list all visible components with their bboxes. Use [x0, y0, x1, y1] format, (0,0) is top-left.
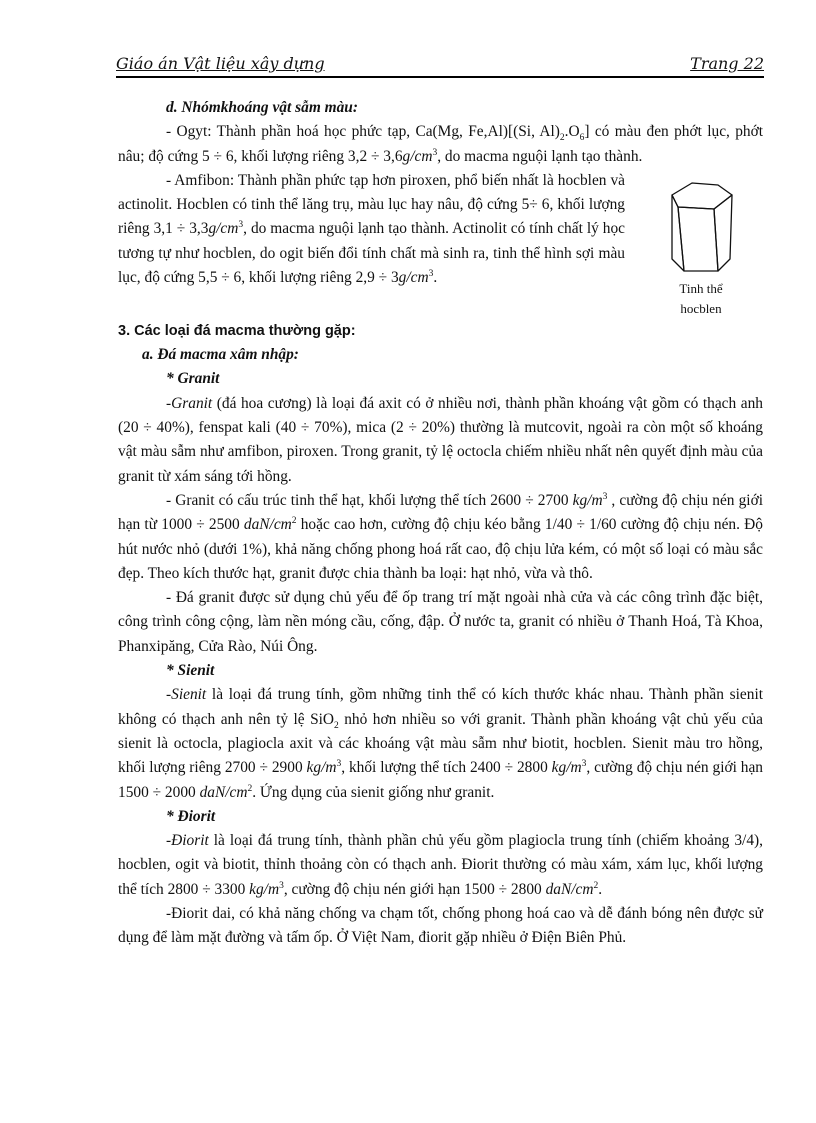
hocblen-crystal-image — [666, 177, 736, 273]
ogyt-paragraph: - Ogyt: Thành phần hoá học phức tạp, Ca(Mg, Fe,Al)[(Si, $Al)_2.O_6$] có màu đen phớt lục, phớt nâu; độ cứng 5 ÷ 6, khối lượng riêng $3,2 \div 3,6g/cm^3$, do macma nguội lạnh tạo thành. — [118, 123, 764, 165]
figure-caption: Tinh thể hocblen — [679, 280, 723, 316]
header-title: Giáo án Vật liệu xây dựng — [116, 54, 325, 73]
diorit-paragraph-2: -Điorit dai, có khả năng chống va chạm tốt, chống phong hoá cao và dễ đánh bóng nên được sử dụng để làm mặt đường và tấm ốp. Ở Việt Nam, điorit gặp nhiều ở Điện Biên Phủ. — [118, 905, 763, 947]
page-header — [116, 54, 764, 78]
hocblen-figure — [641, 175, 761, 319]
section-d-heading: d. Nhómkhoáng vật sẫm màu: — [166, 99, 358, 116]
granit-paragraph-1: -Granit (đá hoa cương) là loại đá axit có ở nhiều nơi, thành phần khoáng vật gồm có thạch anh (20 ÷ 40%), fenspat kali (40 ÷ 70%), mica (2 ÷ 20%) thường là mutcovit, ngoài ra còn một số khoáng vật màu sẫm như amfibon, piroxen. Trong granit, tỷ lệ octocla chiếm nhiều nhất nên quyết định màu của granit từ xám sáng tới hồng. — [118, 394, 763, 485]
sienit-heading: * Sienit — [166, 662, 215, 680]
document-body — [118, 96, 763, 951]
granit-paragraph-3: - Đá granit được sử dụng chủ yếu để ốp trang trí mặt ngoài nhà cửa và các công trình đặc biệt, công trình công cộng, làm nền móng cầu, cống, đập. Ở nước ta, granit có nhiều ở Thanh Hoá, Tà Khoa, Phanxipăng, Cửa Rào, Núi Ông. — [118, 589, 763, 655]
section-3-heading: 3. Các loại đá macma thường gặp: — [118, 322, 356, 339]
granit-paragraph-2: - Granit có cấu trúc tinh thể hạt, khối lượng thể tích 2600 ÷ 2700 $kg/m^3$ , cường độ chịu nén giới hạn từ 1000 ÷ 2500 daN/$cm^2$ hoặc cao hơn, cường độ chịu kéo bằng 1/40 ÷ 1/60 cường độ chịu nén. Độ hút nước nhỏ (dưới 1%), khả năng chống phong hoá rất cao, độ chịu lửa kém, có một số loại có màu sắc đẹp. Theo kích thước hạt, granit được chia thành ba loại: hạt nhỏ, vừa và thô. — [118, 491, 763, 582]
amfibon-paragraph: - Amfibon: Thành phần phức tạp hơn piroxen, phổ biến nhất là hocblen và actinolit. Hocblen có tinh thể lăng trụ, màu lục hay nâu, độ cứng 5÷ 6, khối lượng riêng $3,1 \div 3,3g/cm^3$, do macma nguội lạnh tạo thành. Actinolit có tính chất lý học tương tự như hocblen, do ogit biến đổi tính chất mà sinh ra, tinh thể hình sợi màu lục, độ cứng 5,5 ÷ 6, khối lượng riêng $2,9 \div 3g/cm^3$. — [118, 171, 625, 287]
granit-heading: * Granit — [166, 370, 220, 388]
sienit-paragraph: -Sienit là loại đá trung tính, gồm những tinh thể có kích thước khác nhau. Thành phần sienit không có thạch anh nên tỷ lệ SiO$_2$ nhỏ hơn nhiều so với granit. Thành phần khoáng vật chủ yếu của sienit là octocla, plagiocla axit và các khoáng vật màu sẫm như biotit, hocblen. Sienit màu tro hồng, khối lượng riêng 2700 ÷ 2900 $kg/m^3$, khối lượng thể tích 2400 ÷ 2800 $kg/m^3$, cường độ chịu nén giới hạn 1500 ÷ 2000 daN/$cm^2$. Ứng dụng của sienit giống như granit. — [118, 686, 764, 801]
amfibon-block — [118, 169, 763, 319]
section-a-heading: a. Đá macma xâm nhập: — [142, 346, 299, 364]
diorit-paragraph-1: -Điorit là loại đá trung tính, thành phần chủ yếu gồm plagiocla trung tính (chiếm khoảng 3/4), hocblen, ogit và biotit, thỉnh thoảng còn có thạch anh. Điorit thường có màu xám, xám lục, khối lượng thể tích 2800 ÷ 3300 $kg/m^3$, cường độ chịu nén giới hạn 1500 ÷ 2800 daN/$cm^2$. — [118, 832, 763, 898]
diorit-heading: * Điorit — [166, 807, 216, 825]
header-page-number: Trang 22 — [690, 54, 764, 73]
